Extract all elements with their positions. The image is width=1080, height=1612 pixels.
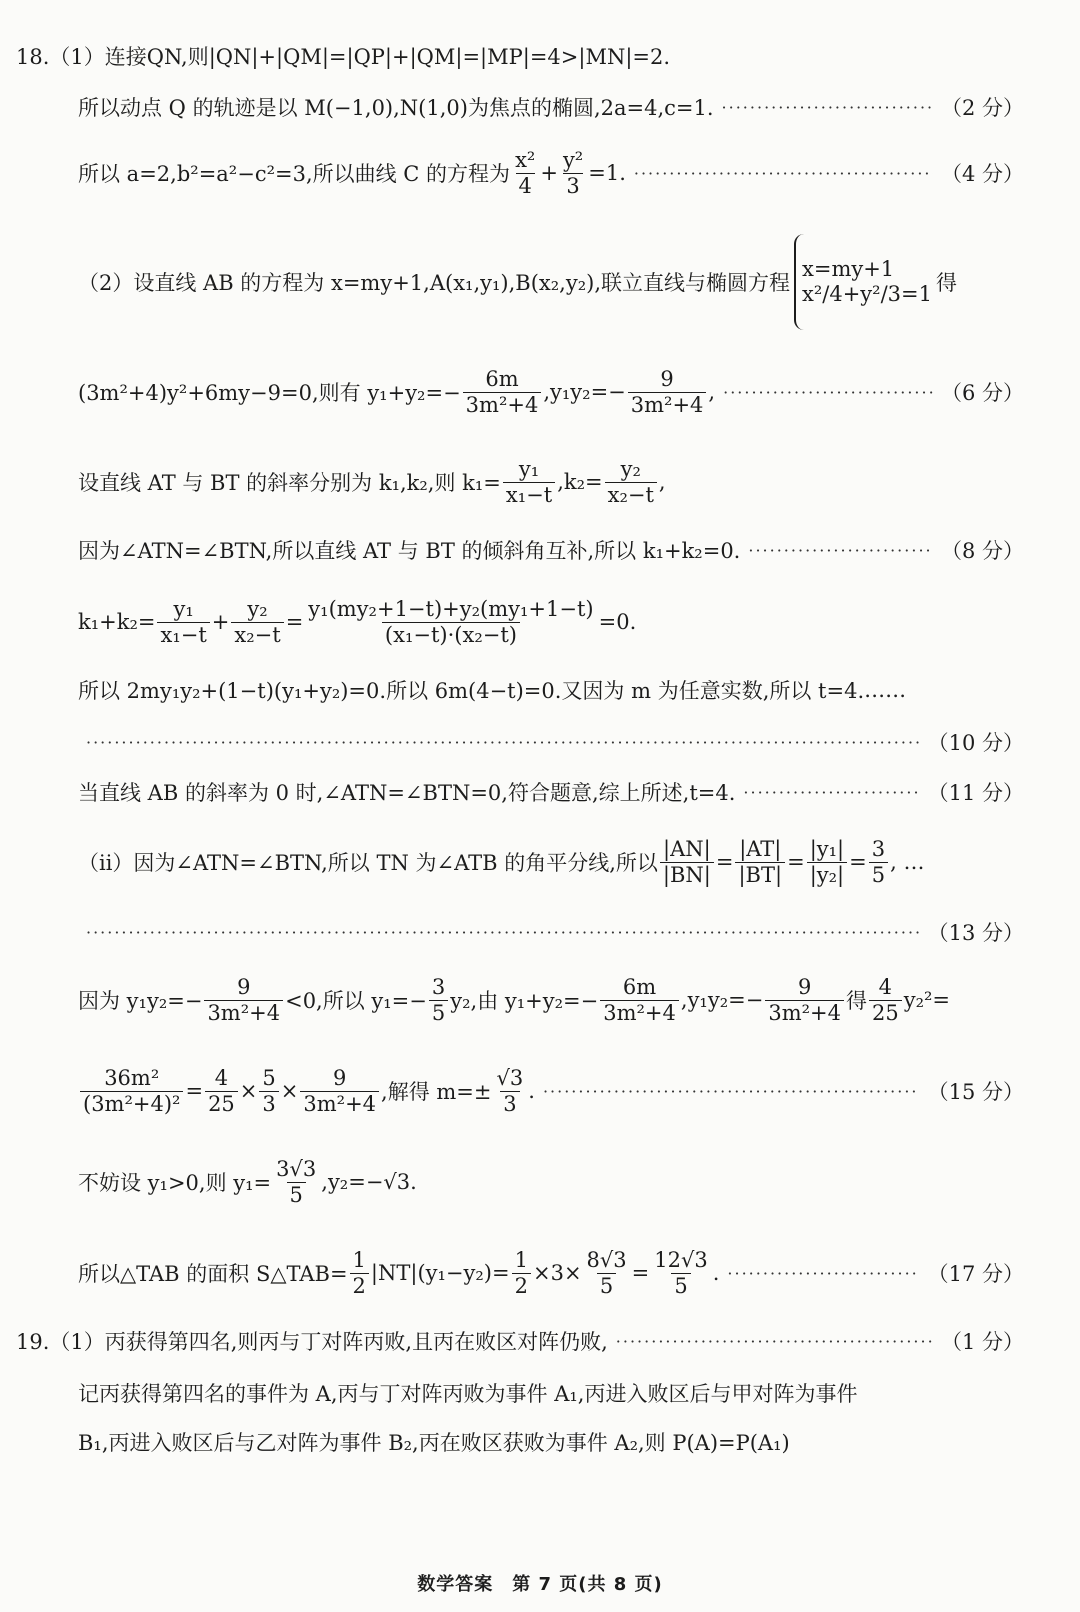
- line-text: 不妨设 y₁>0,则 y₁=: [78, 1171, 272, 1195]
- fraction-numerator: 9: [797, 975, 812, 1000]
- answer-line: [0, 77, 1080, 137]
- fraction-denominator: 3m²+4: [628, 392, 707, 417]
- math-text: <0,所以 y₁=−: [285, 989, 427, 1013]
- fraction-numerator: 9: [237, 975, 251, 1000]
- math-text: ×: [280, 1079, 299, 1103]
- math-text: =: [285, 610, 304, 634]
- fraction: [600, 975, 679, 1024]
- answer-line: [0, 592, 1080, 652]
- fraction-numerator: 9: [333, 1066, 347, 1091]
- fraction: [300, 1066, 379, 1115]
- answer-line: [0, 1152, 1080, 1212]
- answer-line: [0, 520, 1080, 580]
- fraction-denominator: 3m²+4: [204, 1000, 283, 1025]
- fraction: [350, 1248, 369, 1297]
- fraction: [429, 975, 448, 1024]
- fraction: [628, 367, 707, 416]
- fraction-denominator: 5: [429, 1000, 448, 1025]
- answer-line: [0, 832, 1080, 892]
- fraction-numerator: y₂: [247, 597, 268, 622]
- fraction-numerator: y²: [562, 148, 584, 173]
- fraction-numerator: √3: [496, 1066, 524, 1091]
- math-text: ,: [708, 380, 716, 404]
- answer-line: [0, 902, 1080, 962]
- answer-line: [0, 1311, 1080, 1371]
- line-text: （2）设直线 AB 的方程为 x=my+1,A(x₁,y₁),B(x₂,y₂),联立直线与椭圆方程: [78, 271, 790, 295]
- fraction-numerator: y₁: [518, 457, 540, 482]
- math-text: ,: [658, 470, 666, 494]
- fraction-numerator: 3: [871, 837, 886, 862]
- line-text: 因为 y₁y₂=−: [78, 989, 203, 1013]
- fraction: [80, 1066, 183, 1115]
- fraction: [869, 975, 902, 1024]
- fraction-denominator: 3m²+4: [463, 392, 542, 417]
- fraction-numerator: 5: [262, 1066, 276, 1091]
- math-text: .: [712, 1261, 720, 1285]
- math-text: 得: [845, 989, 867, 1013]
- system-equation: x=my+1: [802, 256, 895, 281]
- math-text: ,y₁y₂=−: [543, 380, 626, 404]
- fraction-numerator: 6m: [622, 975, 657, 1000]
- leader-dots: [722, 98, 933, 117]
- fraction-numerator: y₂: [620, 457, 641, 482]
- fraction-denominator: x₂−t: [231, 622, 283, 647]
- fraction-denominator: (3m²+4)²: [80, 1091, 183, 1116]
- leader-dots: [86, 733, 920, 752]
- fraction-denominator: 5: [287, 1182, 306, 1207]
- answer-line: [0, 143, 1080, 203]
- line-text: QN,则|QN|+|QM|=|QP|+|QM|=|MP|=4>|MN|=2.: [146, 45, 671, 69]
- line-text: k₁+k₂=: [78, 610, 156, 634]
- fraction-denominator: |BN|: [660, 862, 714, 887]
- math-text: +: [540, 161, 558, 185]
- fraction: [660, 837, 714, 886]
- fraction: [869, 837, 888, 886]
- fraction-numerator: 8√3: [586, 1248, 627, 1273]
- fraction: [651, 1248, 710, 1297]
- score-label: （10 分）: [927, 731, 1024, 755]
- fraction-denominator: x₂−t: [605, 482, 657, 507]
- fraction: [512, 148, 538, 197]
- math-text: =: [787, 850, 805, 874]
- math-text: ,y₁y₂=−: [680, 988, 764, 1012]
- answer-line: [0, 660, 1080, 720]
- fraction-denominator: 3: [500, 1091, 519, 1116]
- fraction: [807, 837, 847, 886]
- answer-line: [0, 1243, 1080, 1303]
- math-text: =: [715, 850, 734, 874]
- answer-line: [0, 1412, 1080, 1472]
- line-text: (3m²+4)y²+6my−9=0,则有 y₁+y₂=−: [78, 381, 461, 405]
- score-label: （15 分）: [927, 1080, 1024, 1104]
- fraction: [605, 457, 657, 506]
- fraction-denominator: 5: [869, 862, 888, 887]
- fraction-denominator: 2: [350, 1273, 369, 1298]
- question-number-text: 18.（1）连接: [16, 45, 147, 69]
- math-text: =: [631, 1261, 650, 1285]
- fraction-denominator: 4: [516, 173, 535, 198]
- answer-line: [0, 252, 1080, 312]
- fraction: [259, 1066, 278, 1115]
- math-text: ,解得 m=±: [381, 1080, 492, 1104]
- fraction-numerator: 9: [660, 367, 674, 392]
- answer-line: [0, 970, 1080, 1030]
- fraction-denominator: x₁−t: [503, 482, 555, 507]
- fraction: [512, 1248, 531, 1297]
- fraction: [305, 597, 596, 646]
- fraction-numerator: y₁: [173, 597, 194, 622]
- line-text: B₁,丙进入败区后与乙对阵为事件 B₂,丙在败区获败为事件 A₂,则 P(A)=P(A₁): [78, 1431, 790, 1455]
- score-label: （6 分）: [940, 381, 1024, 405]
- fraction-numerator: y₁(my₂+1−t)+y₂(my₁+1−t): [308, 597, 594, 622]
- math-text: =: [185, 1079, 204, 1103]
- answer-line: [0, 762, 1080, 822]
- fraction-denominator: 5: [597, 1273, 616, 1298]
- fraction: [157, 597, 209, 646]
- math-text: ×: [239, 1079, 258, 1103]
- fraction-numerator: 6m: [485, 367, 519, 392]
- fraction-denominator: (x₁−t)·(x₂−t): [382, 622, 520, 647]
- page-footer: 数学答案 第 7 页(共 8 页): [417, 1574, 663, 1595]
- fraction-numerator: 1: [514, 1248, 528, 1273]
- line-text: 所以△TAB 的面积 S△TAB=: [78, 1262, 348, 1286]
- score-label: （11 分）: [927, 781, 1024, 805]
- leader-dots: [723, 383, 933, 402]
- fraction-denominator: 3m²+4: [300, 1091, 379, 1116]
- math-text: , …: [890, 850, 925, 874]
- fraction: [560, 148, 586, 197]
- fraction-numerator: 1: [352, 1248, 366, 1273]
- fraction-numerator: x²: [515, 148, 536, 173]
- score-label: （1 分）: [940, 1330, 1024, 1354]
- fraction-denominator: 25: [205, 1091, 238, 1116]
- fraction-denominator: 5: [671, 1273, 690, 1298]
- fraction-numerator: 36m²: [104, 1066, 160, 1091]
- math-text: =0.: [598, 610, 637, 634]
- math-text: |NT|(y₁−y₂)=: [370, 1261, 510, 1285]
- question-number-text: 19.（1）丙获得第四名,则丙与丁对阵丙败,且丙在败区对阵仍败,: [16, 1330, 608, 1354]
- line-text: 设直线 AT 与 BT 的斜率分别为 k₁,k₂,则 k₁=: [78, 471, 501, 495]
- line-text: 所以 2my₁y₂+(1−t)(y₁+y₂)=0.所以 6m(4−t)=0.又因为 m 为任意实数,所以 t=4.: [78, 679, 865, 703]
- leader-dots: [634, 164, 933, 183]
- score-label: （2 分）: [940, 96, 1024, 120]
- score-label: （17 分）: [927, 1262, 1024, 1286]
- fraction: [494, 1066, 527, 1115]
- line-text: 所以 a=2,b²=a²−c²=3,所以曲线 C 的方程为: [78, 162, 511, 186]
- leader-dots: [727, 1264, 919, 1283]
- fraction-denominator: |BT|: [735, 862, 785, 887]
- leader-dots: [748, 541, 933, 560]
- math-text: =: [849, 850, 867, 874]
- fraction-denominator: 25: [869, 1000, 902, 1025]
- math-text: .: [528, 1079, 535, 1103]
- answer-line: [0, 1061, 1080, 1121]
- score-label: （8 分）: [940, 539, 1024, 563]
- fraction-denominator: |y₂|: [807, 862, 847, 887]
- math-text: ×3×: [532, 1261, 582, 1285]
- math-text: =1.: [588, 161, 626, 185]
- fraction-numerator: |y₁|: [809, 837, 845, 862]
- math-text: ……: [864, 678, 907, 702]
- fraction: [765, 975, 844, 1024]
- system-equation: x²/4+y²/3=1: [802, 282, 932, 306]
- math-text: ,k₂=: [557, 470, 603, 494]
- fraction: [231, 597, 283, 646]
- math-text: +: [211, 610, 230, 634]
- score-label: （4 分）: [940, 162, 1024, 186]
- fraction: [584, 1248, 630, 1297]
- leader-dots: [543, 1082, 920, 1101]
- line-text: 所以动点 Q 的轨迹是以 M(−1,0),N(1,0)为焦点的椭圆,2a=4,c=1.: [78, 96, 714, 120]
- math-text: 得: [935, 271, 957, 295]
- fraction-numerator: 3: [431, 975, 446, 1000]
- fraction-numerator: |AT|: [739, 837, 782, 862]
- answer-line: [0, 362, 1080, 422]
- fraction-denominator: 3: [563, 173, 582, 198]
- math-text: y₂,由 y₁+y₂=−: [450, 989, 599, 1013]
- fraction-numerator: 3√3: [276, 1157, 317, 1182]
- fraction-denominator: 2: [512, 1273, 531, 1298]
- fraction: [204, 975, 283, 1024]
- fraction: [503, 457, 555, 506]
- fraction-denominator: x₁−t: [157, 622, 209, 647]
- fraction-numerator: 4: [878, 975, 893, 1000]
- line-text: 记丙获得第四名的事件为 A,丙与丁对阵丙败为事件 A₁,丙进入败区后与甲对阵为事件: [78, 1382, 858, 1406]
- fraction-denominator: 3m²+4: [765, 1000, 844, 1025]
- line-text: （ⅱ）因为∠ATN=∠BTN,所以 TN 为∠ATB 的角平分线,所以: [78, 851, 658, 875]
- math-text: y₂²=: [903, 988, 951, 1012]
- fraction: [735, 837, 785, 886]
- math-text: ,y₂=−√3.: [321, 1170, 417, 1194]
- fraction: [273, 1157, 319, 1206]
- fraction-numerator: 4: [214, 1066, 229, 1091]
- fraction: [205, 1066, 238, 1115]
- fraction-numerator: |AN|: [663, 837, 711, 862]
- line-text: 因为∠ATN=∠BTN,所以直线 AT 与 BT 的倾斜角互补,所以 k₁+k₂=0.: [78, 539, 741, 563]
- score-label: （13 分）: [927, 921, 1024, 945]
- line-text: 当直线 AB 的斜率为 0 时,∠ATN=∠BTN=0,符合题意,综上所述,t=4.: [78, 781, 736, 805]
- leader-dots: [743, 783, 919, 802]
- fraction-numerator: 12√3: [654, 1248, 708, 1273]
- fraction-denominator: 3m²+4: [600, 1000, 679, 1025]
- equation-system: [794, 234, 932, 330]
- fraction-denominator: 3: [259, 1091, 278, 1116]
- answer-line: [0, 452, 1080, 512]
- leader-dots: [86, 923, 920, 942]
- leader-dots: [616, 1332, 933, 1351]
- fraction: [463, 367, 542, 416]
